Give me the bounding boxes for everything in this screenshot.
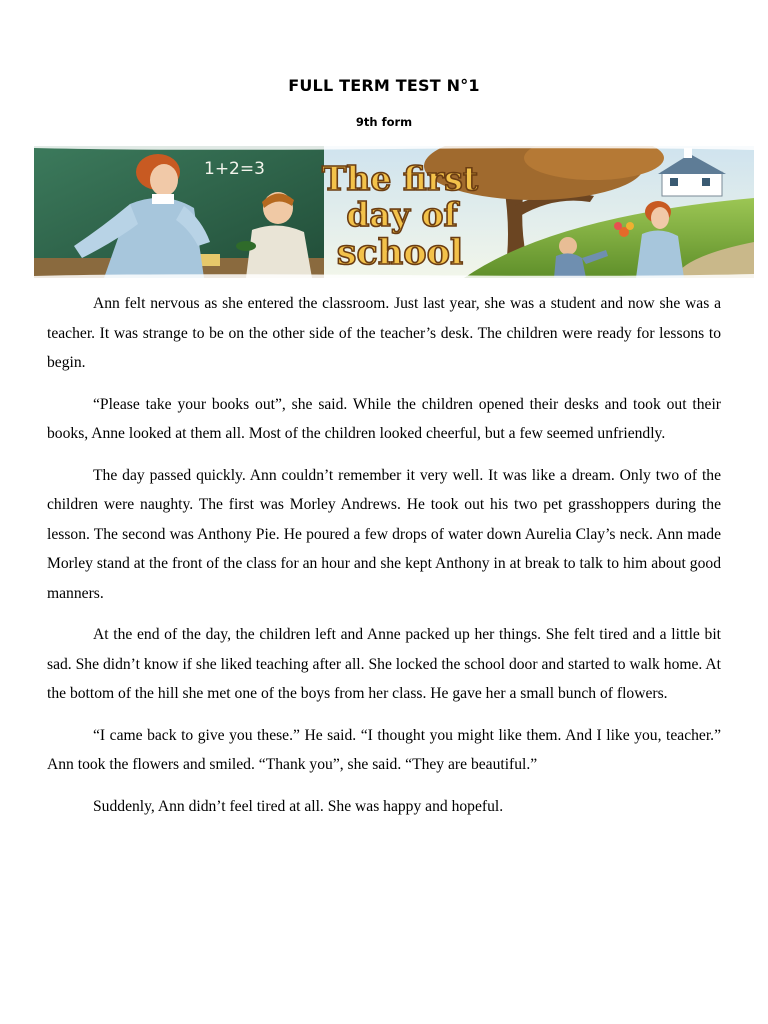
flower-icon <box>626 222 634 230</box>
paragraph-5: “I came back to give you these.” He said. “I thought you might like them. And I like you, teacher.” Ann took the flowers and smiled. “Thank you”, she said. “They are beautiful.” <box>47 726 721 773</box>
document-subtitle: 9th form <box>355 115 413 129</box>
paragraph-3: The day passed quickly. Ann couldn’t remember it very well. It was like a dream. Only two of the children were naughty. The first was Morley Andrews. He took out his two pet grasshoppers during the lesson. The second was Anthony Pie. He poured a few drops of water down Aurelia Clay’s neck. Ann made Morley stand at the front of the class for an hour and she kept Anthony in at break to talk to him about good manners. <box>47 466 721 602</box>
grasshopper-icon <box>236 241 256 251</box>
headline-line-1: The first <box>321 159 479 198</box>
paragraph-6: Suddenly, Ann didn’t feel tired at all. She was happy and hopeful. <box>93 797 504 815</box>
document-title: FULL TERM TEST N°1 <box>288 76 480 95</box>
chalkboard-equation: 1+2=3 <box>204 159 265 179</box>
headline-line-3: school <box>336 232 464 273</box>
story-text <box>47 289 721 833</box>
banner-svg <box>34 146 754 278</box>
paragraph-2: “Please take your books out”, she said. While the children opened their desks and took out their books, Anne looked at them all. Most of the children looked cheerful, but a few seemed unfriendly. <box>47 395 721 442</box>
paragraph-4: At the end of the day, the children left and Anne packed up her things. She felt tired and a little bit sad. She didn’t know if she liked teaching after all. She locked the school door and started to walk home. At the bottom of the hill she met one of the boys from her class. He gave her a small bunch of flowers. <box>47 626 721 702</box>
banner-headline <box>322 159 479 273</box>
story-banner-illustration <box>34 146 754 278</box>
paragraph-1: Ann felt nervous as she entered the classroom. Just last year, she was a student and now she was a teacher. It was strange to be on the other side of the teacher’s desk. The children were ready for lessons to begin. <box>47 295 721 371</box>
headline-line-2: day of <box>346 195 458 234</box>
flower-icon <box>614 222 622 230</box>
